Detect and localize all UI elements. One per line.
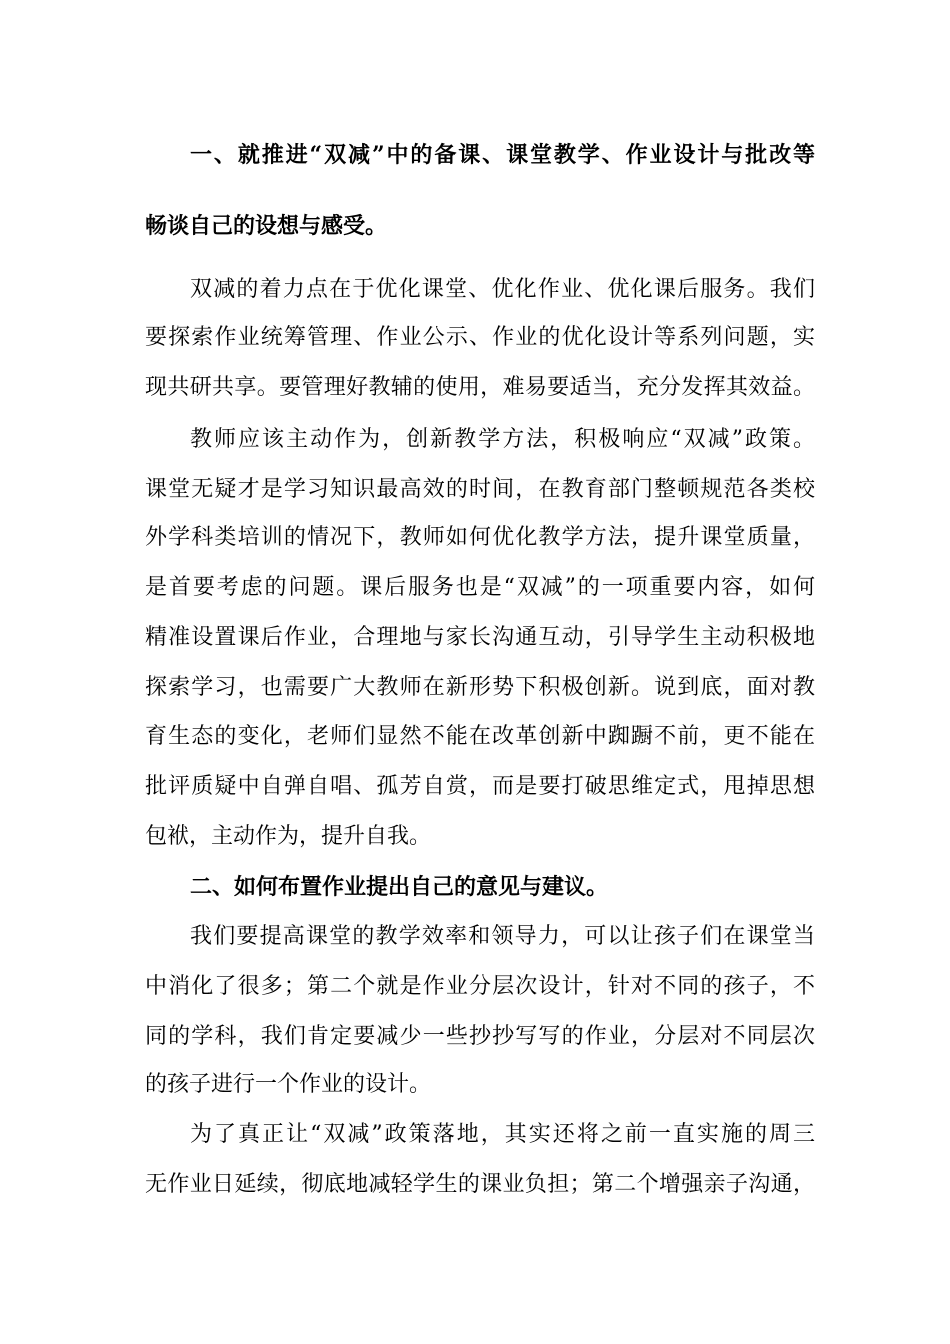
- heading-1-line-2: 畅谈自己的设想与感受。: [145, 213, 388, 239]
- paragraph-2-line-8: 批评质疑中自弹自唱、孤芳自赏，而是要打破思维定式，甩掉思想: [145, 774, 815, 799]
- paragraph-3-line-3: 同的学科，我们肯定要减少一些抄抄写写的作业，分层对不同层次: [145, 1024, 815, 1049]
- paragraph-1-line-3: 现共研共享。要管理好教辅的使用，难易要适当，充分发挥其效益。: [145, 375, 815, 400]
- paragraph-2-line-4: 是首要考虑的问题。课后服务也是“双减”的一项重要内容，如何: [145, 575, 815, 600]
- paragraph-3-line-1: 我们要提高课堂的教学效率和领导力，可以让孩子们在课堂当: [190, 924, 815, 949]
- paragraph-4-line-1: 为了真正让“双减”政策落地，其实还将之前一直实施的周三: [190, 1122, 815, 1147]
- paragraph-2-line-3: 外学科类培训的情况下，教师如何优化教学方法，提升课堂质量，: [145, 525, 815, 550]
- heading-2: 二、如何布置作业提出自己的意见与建议。: [190, 874, 609, 900]
- paragraph-2-line-9: 包袱，主动作为，提升自我。: [145, 824, 432, 849]
- paragraph-2-line-5: 精准设置课后作业，合理地与家长沟通互动，引导学生主动积极地: [145, 625, 815, 650]
- paragraph-1-line-2: 要探索作业统筹管理、作业公示、作业的优化设计等系列问题，实: [145, 325, 815, 350]
- paragraph-3-line-2: 中消化了很多；第二个就是作业分层次设计，针对不同的孩子，不: [145, 974, 815, 999]
- paragraph-3-line-4: 的孩子进行一个作业的设计。: [145, 1072, 432, 1097]
- heading-1-line-1: 一、就推进“双减”中的备课、课堂教学、作业设计与批改等: [190, 142, 815, 168]
- paragraph-2-line-7: 育生态的变化，老师们显然不能在改革创新中踟蹰不前，更不能在: [145, 724, 815, 749]
- paragraph-2-line-6: 探索学习，也需要广大教师在新形势下积极创新。说到底，面对教: [145, 675, 815, 700]
- paragraph-1-line-1: 双减的着力点在于优化课堂、优化作业、优化课后服务。我们: [190, 277, 815, 302]
- paragraph-2-line-1: 教师应该主动作为，创新教学方法，积极响应“双减”政策。: [190, 427, 815, 452]
- paragraph-4-line-2: 无作业日延续，彻底地减轻学生的课业负担；第二个增强亲子沟通，: [145, 1172, 815, 1197]
- paragraph-2-line-2: 课堂无疑才是学习知识最高效的时间，在教育部门整顿规范各类校: [145, 477, 815, 502]
